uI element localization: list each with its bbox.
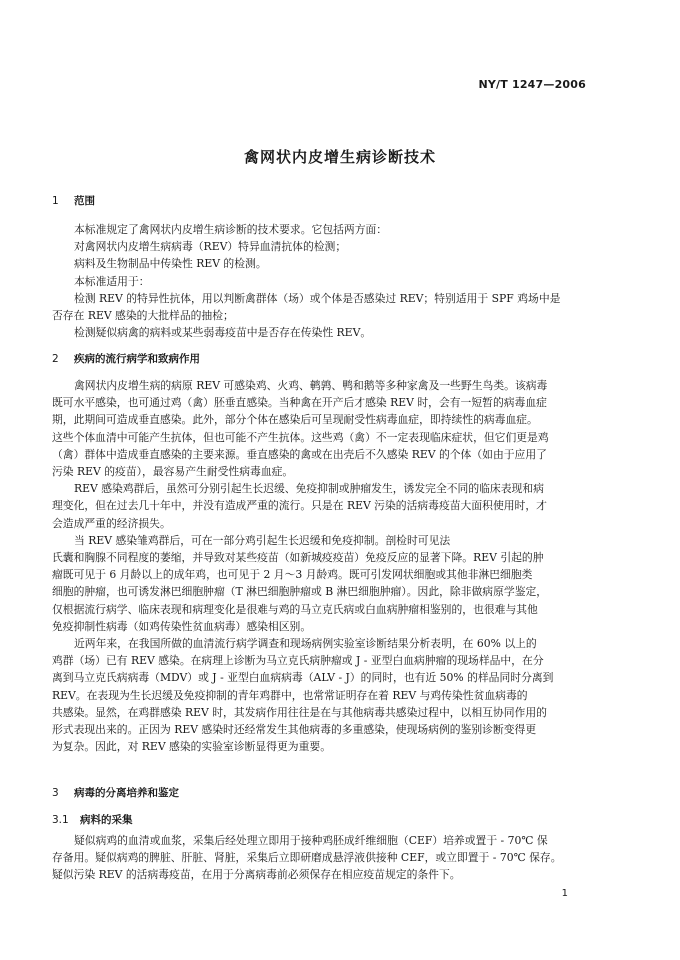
section-title: 范围 [74, 195, 95, 207]
text-line: 否存在 REV 感染的大批样品的抽检； [52, 309, 234, 323]
section-3-heading [52, 785, 179, 800]
page-title: 禽网状内皮增生病诊断技术 [243, 148, 436, 166]
text-line: 当 REV 感染雏鸡群后，可在一部分鸡引起生长迟缓和免疫抑制。剖检时可见法 [74, 533, 451, 547]
section-1-heading [52, 193, 95, 208]
text-line: 疑似病鸡的血清或血浆，采集后经处理立即用于接种鸡胚成纤维细胞（CEF）培养或置于 - 70℃ 保 [74, 834, 548, 847]
text-line: 氏囊和胸腺不同程度的萎缩，并导致对某些疫苗（如新城疫疫苗）免疫反应的显著下降。REV 引起的肿 [52, 551, 544, 565]
text-line: 污染 REV 的疫苗），最容易产生耐受性病毒血症。 [52, 465, 294, 479]
text-line: 检测 REV 的特异性抗体，用以判断禽群体（场）或个体是否感染过 REV；特别适用于 SPF 鸡场中是 [74, 291, 561, 305]
text-line: 疑似污染 REV 的活病毒疫苗，在用于分离病毒前必须保存在相应疫苗规定的条件下。 [52, 868, 461, 882]
text-line: 对禽网状内皮增生病病毒（REV）特异血清抗体的检测； [74, 240, 347, 254]
section-1-body [52, 221, 588, 341]
section-number: 1 [52, 195, 59, 207]
section-number: 3 [52, 787, 59, 799]
text-line: REV。在表现为生长迟缓及免疫抑制的青年鸡群中，也常常证明存在着 REV 与鸡传染性贫血病毒的 [52, 688, 528, 702]
text-line: 近两年来，在我国所做的血清流行病学调查和现场病例实验室诊断结果分析表明，在 60% 以上的 [74, 637, 537, 651]
text-line: 共感染。显然，在鸡群感染 REV 时，其发病作用往往是在与其他病毒共感染过程中，以相互协同作用的 [52, 705, 547, 719]
text-line: 仅根据流行病学、临床表现和病理变化是很难与鸡的马立克氏病或白血病肿瘤相鉴别的，也很难与其他 [52, 602, 538, 616]
text-line: 禽网状内皮增生病的病原 REV 可感染鸡、火鸡、鹌鹑、鸭和鹅等多种家禽及一些野生鸟类。该病毒 [74, 379, 548, 392]
text-line: 会造成严重的经济损失。 [52, 516, 171, 530]
section-number: 2 [52, 353, 59, 365]
section-title: 病料的采集 [80, 814, 133, 826]
text-line: 形式表现出来的。正因为 REV 感染时还经常发生其他病毒的多重感染，使现场病例的鉴别诊断变得更 [52, 723, 537, 737]
text-line: 存备用。疑似病鸡的脾脏、肝脏、肾脏，采集后立即研磨成悬浮液供接种 CEF，或立即置于 - 70℃ 保存。 [52, 851, 562, 865]
section-2-body [52, 377, 588, 755]
text-line: 免疫抑制性病毒（如鸡传染性贫血病毒）感染相区别。 [52, 619, 312, 633]
page-number: 1 [561, 888, 568, 899]
section-number: 3.1 [52, 814, 69, 826]
text-line: 期，此期间可造成垂直感染。此外，部分个体在感染后可呈现耐受性病毒血症，即持续性的病毒血症。 [52, 413, 538, 427]
section-title: 疾病的流行病学和致病作用 [74, 353, 200, 365]
text-line: REV 感染鸡群后，虽然可分别引起生长迟缓、免疫抑制或肿瘤发生，诱发完全不同的临床表现和病 [74, 482, 544, 496]
section-3-1-body [52, 832, 588, 884]
text-line: 鸡群（场）已有 REV 感染。在病理上诊断为马立克氏病肿瘤或 J - 亚型白血病肿瘤的现场样品中，在分 [52, 654, 544, 668]
text-line: 本标准适用于： [74, 274, 150, 288]
text-line: 细胞的肿瘤，也可诱发淋巴细胞肿瘤（T 淋巴细胞肿瘤或 B 淋巴细胞肿瘤）。因此，除非做病原学鉴定， [52, 585, 548, 599]
section-3-1-heading [52, 812, 133, 827]
text-line: 病料及生物制品中传染性 REV 的检测。 [74, 257, 267, 271]
section-2-heading [52, 351, 200, 366]
text-line: 既可水平感染，也可通过鸡（禽）胚垂直感染。当种禽在开产后才感染 REV 时，会有一短暂的病毒血症 [52, 396, 547, 410]
text-line: 离到马立克氏病病毒（MDV）或 J - 亚型白血病病毒（ALV - J）的同时，也有近 50% 的样品同时分离到 [52, 671, 554, 685]
standard-code: NY/T 1247—2006 [478, 78, 586, 91]
section-title: 病毒的分离培养和鉴定 [74, 787, 179, 799]
text-line: 本标准规定了禽网状内皮增生病诊断的技术要求。它包括两方面： [74, 223, 388, 236]
text-line: 瘤既可见于 6 月龄以上的成年鸡，也可见于 2 月～3 月龄鸡。既可引发网状细胞或其他非淋巴细胞类 [52, 568, 533, 582]
text-line: 这些个体血清中可能产生抗体，但也可能不产生抗体。这些鸡（禽）不一定表现临床症状，但它们更是鸡 [52, 430, 549, 444]
text-line: （禽）群体中造成垂直感染的主要来源。垂直感染的禽或在出壳后不久感染 REV 的个体（如由于应用了 [52, 447, 547, 461]
text-line: 检测疑似病禽的病料或某些弱毒疫苗中是否存在传染性 REV。 [74, 326, 372, 340]
text-line: 理变化，但在过去几十年中，并没有造成严重的流行。只是在 REV 污染的活病毒疫苗大面积使用时，才 [52, 499, 547, 513]
text-line: 为复杂。因此，对 REV 感染的实验室诊断显得更为重要。 [52, 740, 331, 754]
